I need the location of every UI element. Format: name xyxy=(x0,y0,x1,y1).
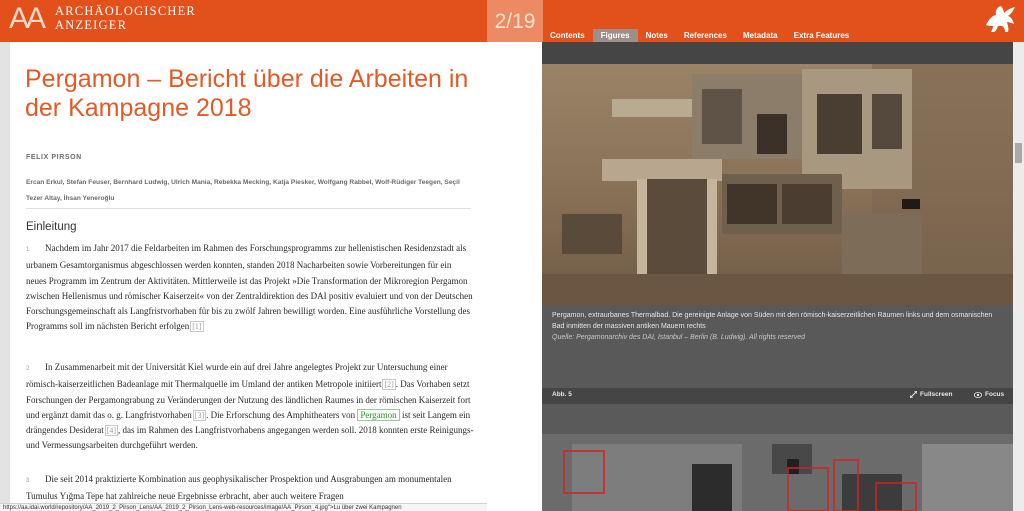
panel-gutter xyxy=(487,42,542,511)
footnote-ref[interactable]: [3] xyxy=(194,410,205,420)
logo-line-2: ANZEIGER xyxy=(55,18,128,32)
paragraph-text: Die seit 2014 praktizierte Kombination aus geophysikalischer Prospektion und Ausgrabungen am monumentalen Tumulus Yığma Tepe hat zahlreiche neue Ergebnisse erbracht, aber auch weitere Fragen xyxy=(26,474,452,502)
main-author: FELIX PIRSON xyxy=(26,154,82,161)
excavation-photo xyxy=(542,64,1013,305)
paragraph-1 xyxy=(26,241,474,335)
scrollbar-thumb[interactable] xyxy=(1015,143,1022,163)
footnote-ref[interactable]: [4] xyxy=(106,426,117,436)
tab-notes[interactable]: Notes xyxy=(645,31,668,40)
tab-metadata[interactable]: Metadata xyxy=(742,31,778,40)
caption-source: Quelle: Pergamonarchiv des DAI, Istanbul – Berlin (B. Ludwig). All rights reserved xyxy=(552,334,806,341)
left-margin xyxy=(0,42,10,511)
paragraph-text: ist seit Langem ein drängendes Desiderat xyxy=(26,409,471,436)
paragraph-number: 3 xyxy=(26,478,30,484)
figure-label: Abb. 5 xyxy=(552,391,572,398)
caption-text: Pergamon, extraurbanes Thermalbad. Die gereinigte Anlage von Süden mit den römisch-kaiserzeitlichen Räumen links und dem osmanischen Bad inmitten der massiven antiken Mauern rechts xyxy=(552,312,993,330)
tab-extra-features[interactable]: Extra Features xyxy=(793,31,850,40)
figure-image-plan[interactable] xyxy=(542,404,1013,511)
expand-icon xyxy=(910,391,917,398)
divider xyxy=(26,208,471,209)
tab-figures[interactable]: Figures xyxy=(593,29,638,42)
logo-line-1: ARCHÄOLOGISCHER xyxy=(55,4,196,18)
figure-toolbar xyxy=(542,388,1013,402)
tab-references[interactable]: References xyxy=(683,31,727,40)
paragraph-text: In Zusammenarbeit mit der Universität Kiel wurde ein auf drei Jahre angelegtes Projekt zur Untersuchung einer römisch-kaiserzeitlichen Badeanlage mit Thermalquelle im Umland der antiken Metropole initiiert xyxy=(26,362,448,390)
paragraph-3 xyxy=(26,472,474,505)
focus-button[interactable] xyxy=(974,391,1004,398)
eye-icon xyxy=(974,392,982,398)
top-header xyxy=(0,0,1024,42)
page-counter: 2/19 xyxy=(487,0,543,42)
griffin-logo-icon[interactable] xyxy=(983,3,1017,35)
tab-contents[interactable]: Contents xyxy=(550,31,585,40)
paragraph-text: . Die Erforschung des Amphitheaters von xyxy=(206,409,356,420)
logo-wordmark xyxy=(55,4,196,32)
panel-tabs xyxy=(542,29,857,42)
status-url: https://aa.idai.world/repository/AA_2019_2_Pirson_Lens/AA_2019_2_Pirson_Lens-web-resources/image/AA_Pirson_4.jpg">Lu über zwei Kampagnen xyxy=(0,503,487,511)
paragraph-2 xyxy=(26,360,474,454)
paragraph-number: 2 xyxy=(26,366,30,372)
coauthor-list: Ercan Erkul, Stefan Feuser, Bernhard Ludwig, Ulrich Mania, Rebekka Mecking, Katja Piesker, Wolfgang Rabbel, Wolf-Rüdiger Teegen, Seçil Tezer Altay, İhsan Yeneroğlu xyxy=(26,179,460,202)
figure-image-thermal-bath[interactable] xyxy=(542,64,1013,305)
focus-label: Focus xyxy=(985,391,1005,398)
scrollbar-track[interactable] xyxy=(1013,42,1024,511)
paragraph-text: , das im Rahmen des Langfristvorhabens angegangen werden soll. 2018 konnten erste Reinigungs- und Vermessungsarbeiten durchgeführt werden. xyxy=(26,425,474,451)
article-title: Pergamon – Bericht über die Arbeiten in der Kampagne 2018 xyxy=(25,65,469,122)
figure-caption xyxy=(542,305,1013,388)
journal-logo[interactable] xyxy=(9,4,196,34)
section-heading: Einleitung xyxy=(26,221,77,233)
article-panel xyxy=(10,42,487,511)
paragraph-text: . Das Vorhaben setzt Forschungen der Pergamongrabung zu Veränderungen der Nutzung des ländlichen Raumes in der römischen Kaiserzeit fort und ergänzt damit das o. g. Langfristvorhaben xyxy=(26,379,471,420)
footnote-ref[interactable]: [1] xyxy=(192,322,202,332)
fullscreen-label: Fullscreen xyxy=(920,391,953,398)
paragraph-number: 1 xyxy=(26,247,30,253)
fullscreen-button[interactable] xyxy=(910,391,953,398)
place-link[interactable]: Pergamon xyxy=(357,409,399,421)
footnote-ref[interactable]: [2] xyxy=(384,380,394,390)
logo-mark: AA xyxy=(9,2,44,35)
paragraph-text: Nachdem im Jahr 2017 die Feldarbeiten im Rahmen des Forschungsprogramms zur hellenistischen Residenzstadt als urbanem Gesamtorganismus abgeschlossen werden konnten, standen 2018 Nacharbeiten sowie Vorbereitungen für ein neues Programm im Zentrum der Aktivitäten. Mittlerweile ist das Projekt »Die Transformation der Mikroregion Pergamon zwischen Hellenismus und römischer Kaiserzeit« von der Zentraldirektion des DAI positiv evaluiert und von der Deutschen Forschungsgemeinschaft als Langfristvorhaben für bis zu zwölf Jahren bewilligt worden. Eine ausführliche Vorstellung des Programms soll im nächsten Bericht erfolgen xyxy=(26,243,473,332)
grayscale-survey-photo xyxy=(542,404,1013,511)
